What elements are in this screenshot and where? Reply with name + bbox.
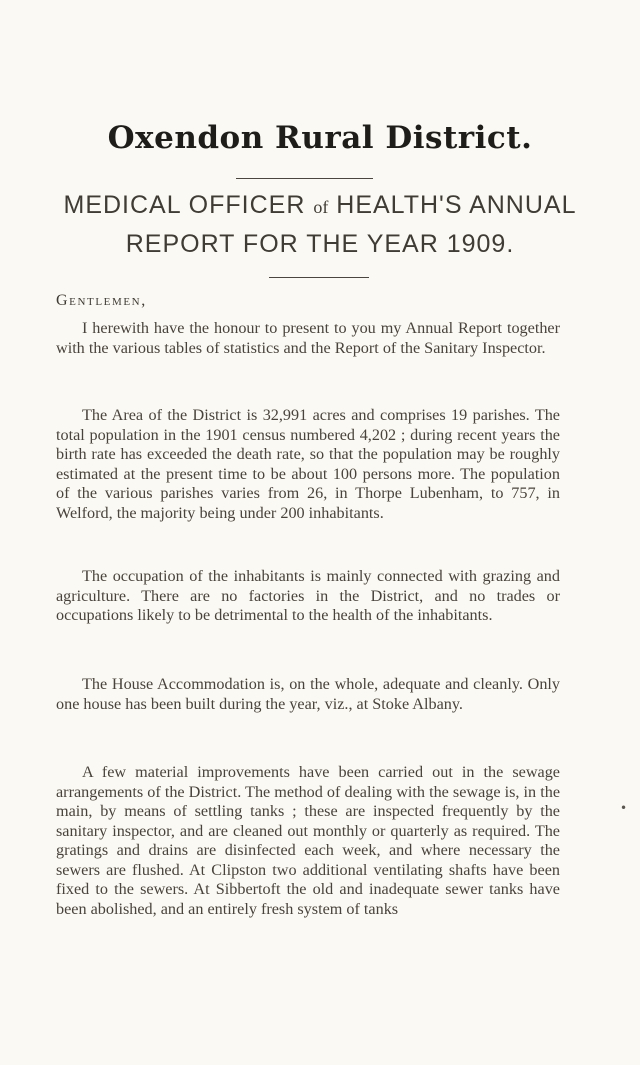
salutation: Gentlemen,: [56, 292, 147, 309]
report-title-line-1: [0, 191, 640, 220]
report-title-line-2: REPORT FOR THE YEAR 1909.: [125, 230, 515, 258]
paragraph-introduction: I herewith have the honour to present to you my Annual Report together with the various tables of statistics and the Report of the Sanitary Inspector.: [56, 319, 560, 357]
paragraph-house-accommodation: The House Accommodation is, on the whole, adequate and cleanly. Only one house has been built during the year, viz., at Stoke Albany.: [56, 675, 560, 713]
divider-rule-top: [236, 178, 373, 179]
divider-rule-bottom: [269, 277, 369, 278]
margin-mark: •: [620, 801, 628, 815]
title-line-1-of: of: [313, 197, 329, 217]
paragraph-sewage: A few material improvements have been carried out in the sewage arrangements of the District. The method of dealing with the sewage is, in the main, by means of settling tanks ; these are inspected frequently by the sanitary inspector, and are cleaned out monthly or quarterly as required. The gratings and drains are disinfected each week, and where necessary the sewers are flushed. At Clipston two additional ventilating shafts have been fixed to the sewers. At Sibbertoft the old and inadequate sewer tanks have been abolished, and an entirely fresh system of tanks: [56, 763, 560, 918]
paragraph-area-population: The Area of the District is 32,991 acres and comprises 19 parishes. The total population in the 1901 census numbered 4,202 ; during recent years the birth rate has exceeded the death rate, so that the population may be roughly estimated at the present time to be about 100 persons more. The population of the various parishes varies from 26, in Thorpe Lubenham, to 757, in Welford, the majority being under 200 inhabitants.: [56, 406, 560, 522]
title-line-1-start: MEDICAL OFFICER: [63, 191, 306, 219]
paragraph-occupation: The occupation of the inhabitants is mainly connected with grazing and agriculture. There are no factories in the District, and no trades or occupations likely to be detrimental to the health of the inhabitants.: [56, 567, 560, 624]
district-heading: Oxendon Rural District.: [107, 120, 533, 156]
title-line-1-end: HEALTH'S ANNUAL: [336, 191, 577, 219]
